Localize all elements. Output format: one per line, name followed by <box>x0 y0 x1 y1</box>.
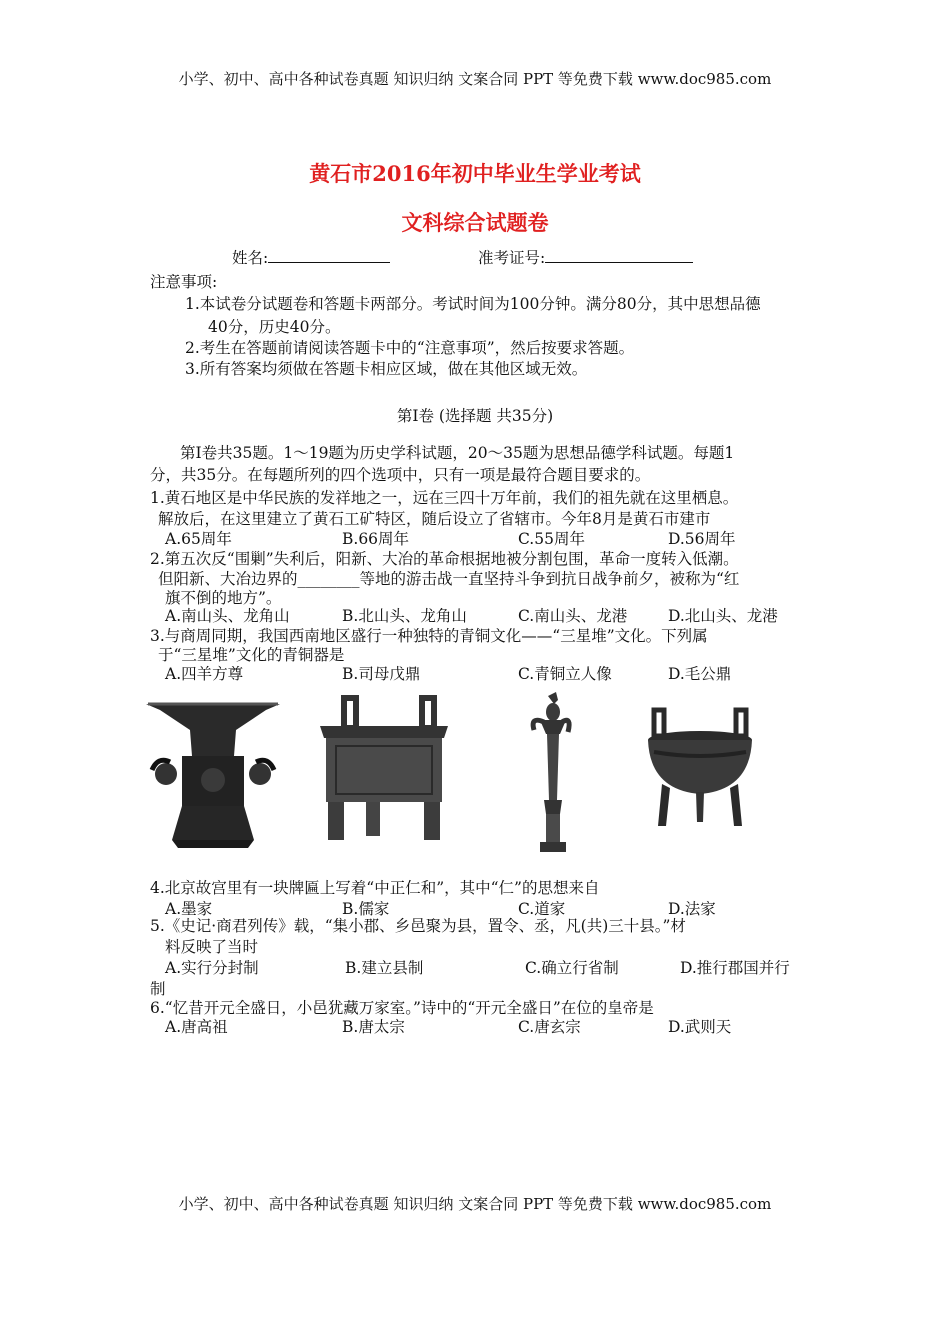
q4-option-d[interactable]: D.法家 <box>668 900 716 918</box>
q5-option-d-wrap: 制 <box>150 980 166 998</box>
q3-option-c[interactable]: C.青铜立人像 <box>518 665 612 683</box>
q4-option-a[interactable]: A.墨家 <box>165 900 213 918</box>
q6-option-c[interactable]: C.唐玄宗 <box>518 1018 581 1036</box>
q1-option-d[interactable]: D.56周年 <box>668 530 736 548</box>
q1-option-a[interactable]: A.65周年 <box>165 530 232 548</box>
q2-option-a[interactable]: A.南山头、龙角山 <box>165 607 290 625</box>
q2-option-b[interactable]: B.北山头、龙角山 <box>342 607 467 625</box>
question-3-cont: 于“三星堆”文化的青铜器是 <box>158 646 345 664</box>
q3-option-a[interactable]: A.四羊方尊 <box>165 665 244 683</box>
question-2-cont: 但阳新、大冶边界的________等地的游击战一直坚持斗争到抗日战争前夕，被称为“红 <box>158 570 740 588</box>
q6-option-b[interactable]: B.唐太宗 <box>342 1018 405 1036</box>
section-title: 第Ⅰ卷 (选择题 共35分) <box>396 407 554 425</box>
q5-option-d[interactable]: D.推行郡国并行 <box>680 959 790 977</box>
page-footer: 小学、初中、高中各种试卷真题 知识归纳 文案合同 PPT 等免费下载 www.doc985.com <box>178 1195 772 1213</box>
notice-item-2: 2.考生在答题前请阅读答题卡中的“注意事项”，然后按要求答题。 <box>185 339 635 357</box>
exam-subtitle: 文科综合试题卷 <box>401 210 549 235</box>
q6-option-d[interactable]: D.武则天 <box>668 1018 732 1036</box>
name-blank <box>268 248 390 263</box>
section-intro: 第Ⅰ卷共35题。1～19题为历史学科试题，20～35题为思想品德学科试题。每题1 <box>180 444 735 462</box>
four-ram-zun-image <box>142 690 284 860</box>
question-1-cont: 解放后，在这里建立了黄石工矿特区，随后设立了省辖市。今年8月是黄石市建市 <box>158 510 711 528</box>
q4-option-b[interactable]: B.儒家 <box>342 900 390 918</box>
simuwu-ding-image <box>314 690 454 860</box>
question-1: 1.黄石地区是中华民族的发祥地之一，远在三四十万年前，我们的祖先就在这里栖息。 <box>150 489 739 507</box>
notice-item-1-cont: 40分，历史40分。 <box>208 318 341 336</box>
q6-option-a[interactable]: A.唐高祖 <box>165 1018 228 1036</box>
exam-id-blank <box>545 248 693 263</box>
question-2: 2.第五次反“围剿”失利后，阳新、大冶的革命根据地被分割包围，革命一度转入低潮。 <box>150 550 739 568</box>
question-4: 4.北京故宫里有一块牌匾上写着“中正仁和”，其中“仁”的思想来自 <box>150 879 600 897</box>
q3-option-b[interactable]: B.司母戊鼎 <box>342 665 421 683</box>
notice-item-1: 1.本试卷分试题卷和答题卡两部分。考试时间为100分钟。满分80分，其中思想品德 <box>185 295 761 313</box>
section-intro-cont: 分，共35分。在每题所列的四个选项中，只有一项是最符合题目要求的。 <box>150 466 651 484</box>
question-5-cont: 料反映了当时 <box>165 938 259 956</box>
question-5: 5.《史记·商君列传》载，“集小郡、乡邑聚为县，置令、丞，凡(共)三十县。”材 <box>150 917 686 935</box>
q5-option-b[interactable]: B.建立县制 <box>345 959 424 977</box>
bronze-standing-figure-image <box>520 690 590 860</box>
q1-option-c[interactable]: C.55周年 <box>518 530 585 548</box>
q1-option-b[interactable]: B.66周年 <box>342 530 410 548</box>
question-6: 6.“忆昔开元全盛日，小邑犹藏万家室。”诗中的“开元全盛日”在位的皇帝是 <box>150 999 654 1017</box>
q3-option-d[interactable]: D.毛公鼎 <box>668 665 732 683</box>
question-2-cont-2: 旗不倒的地方”。 <box>165 589 282 607</box>
notice-heading: 注意事项: <box>150 273 218 291</box>
maogong-ding-image <box>640 690 760 860</box>
page-header: 小学、初中、高中各种试卷真题 知识归纳 文案合同 PPT 等免费下载 www.doc985.com <box>178 70 772 88</box>
notice-item-3: 3.所有答案均须做在答题卡相应区域，做在其他区域无效。 <box>185 360 588 378</box>
exam-id-field[interactable] <box>478 246 693 268</box>
question-3: 3.与商周同期，我国西南地区盛行一种独特的青铜文化——“三星堆”文化。下列属 <box>150 627 708 645</box>
name-label: 姓名: <box>232 249 269 267</box>
q4-option-c[interactable]: C.道家 <box>518 900 566 918</box>
exam-id-label: 准考证号: <box>478 249 546 267</box>
q2-option-c[interactable]: C.南山头、龙港 <box>518 607 628 625</box>
q5-option-c[interactable]: C.确立行省制 <box>525 959 619 977</box>
exam-title: 黄石市2016年初中毕业生学业考试 <box>309 161 641 186</box>
name-field[interactable] <box>232 246 390 268</box>
q5-option-a[interactable]: A.实行分封制 <box>165 959 259 977</box>
q2-option-d[interactable]: D.北山头、龙港 <box>668 607 778 625</box>
